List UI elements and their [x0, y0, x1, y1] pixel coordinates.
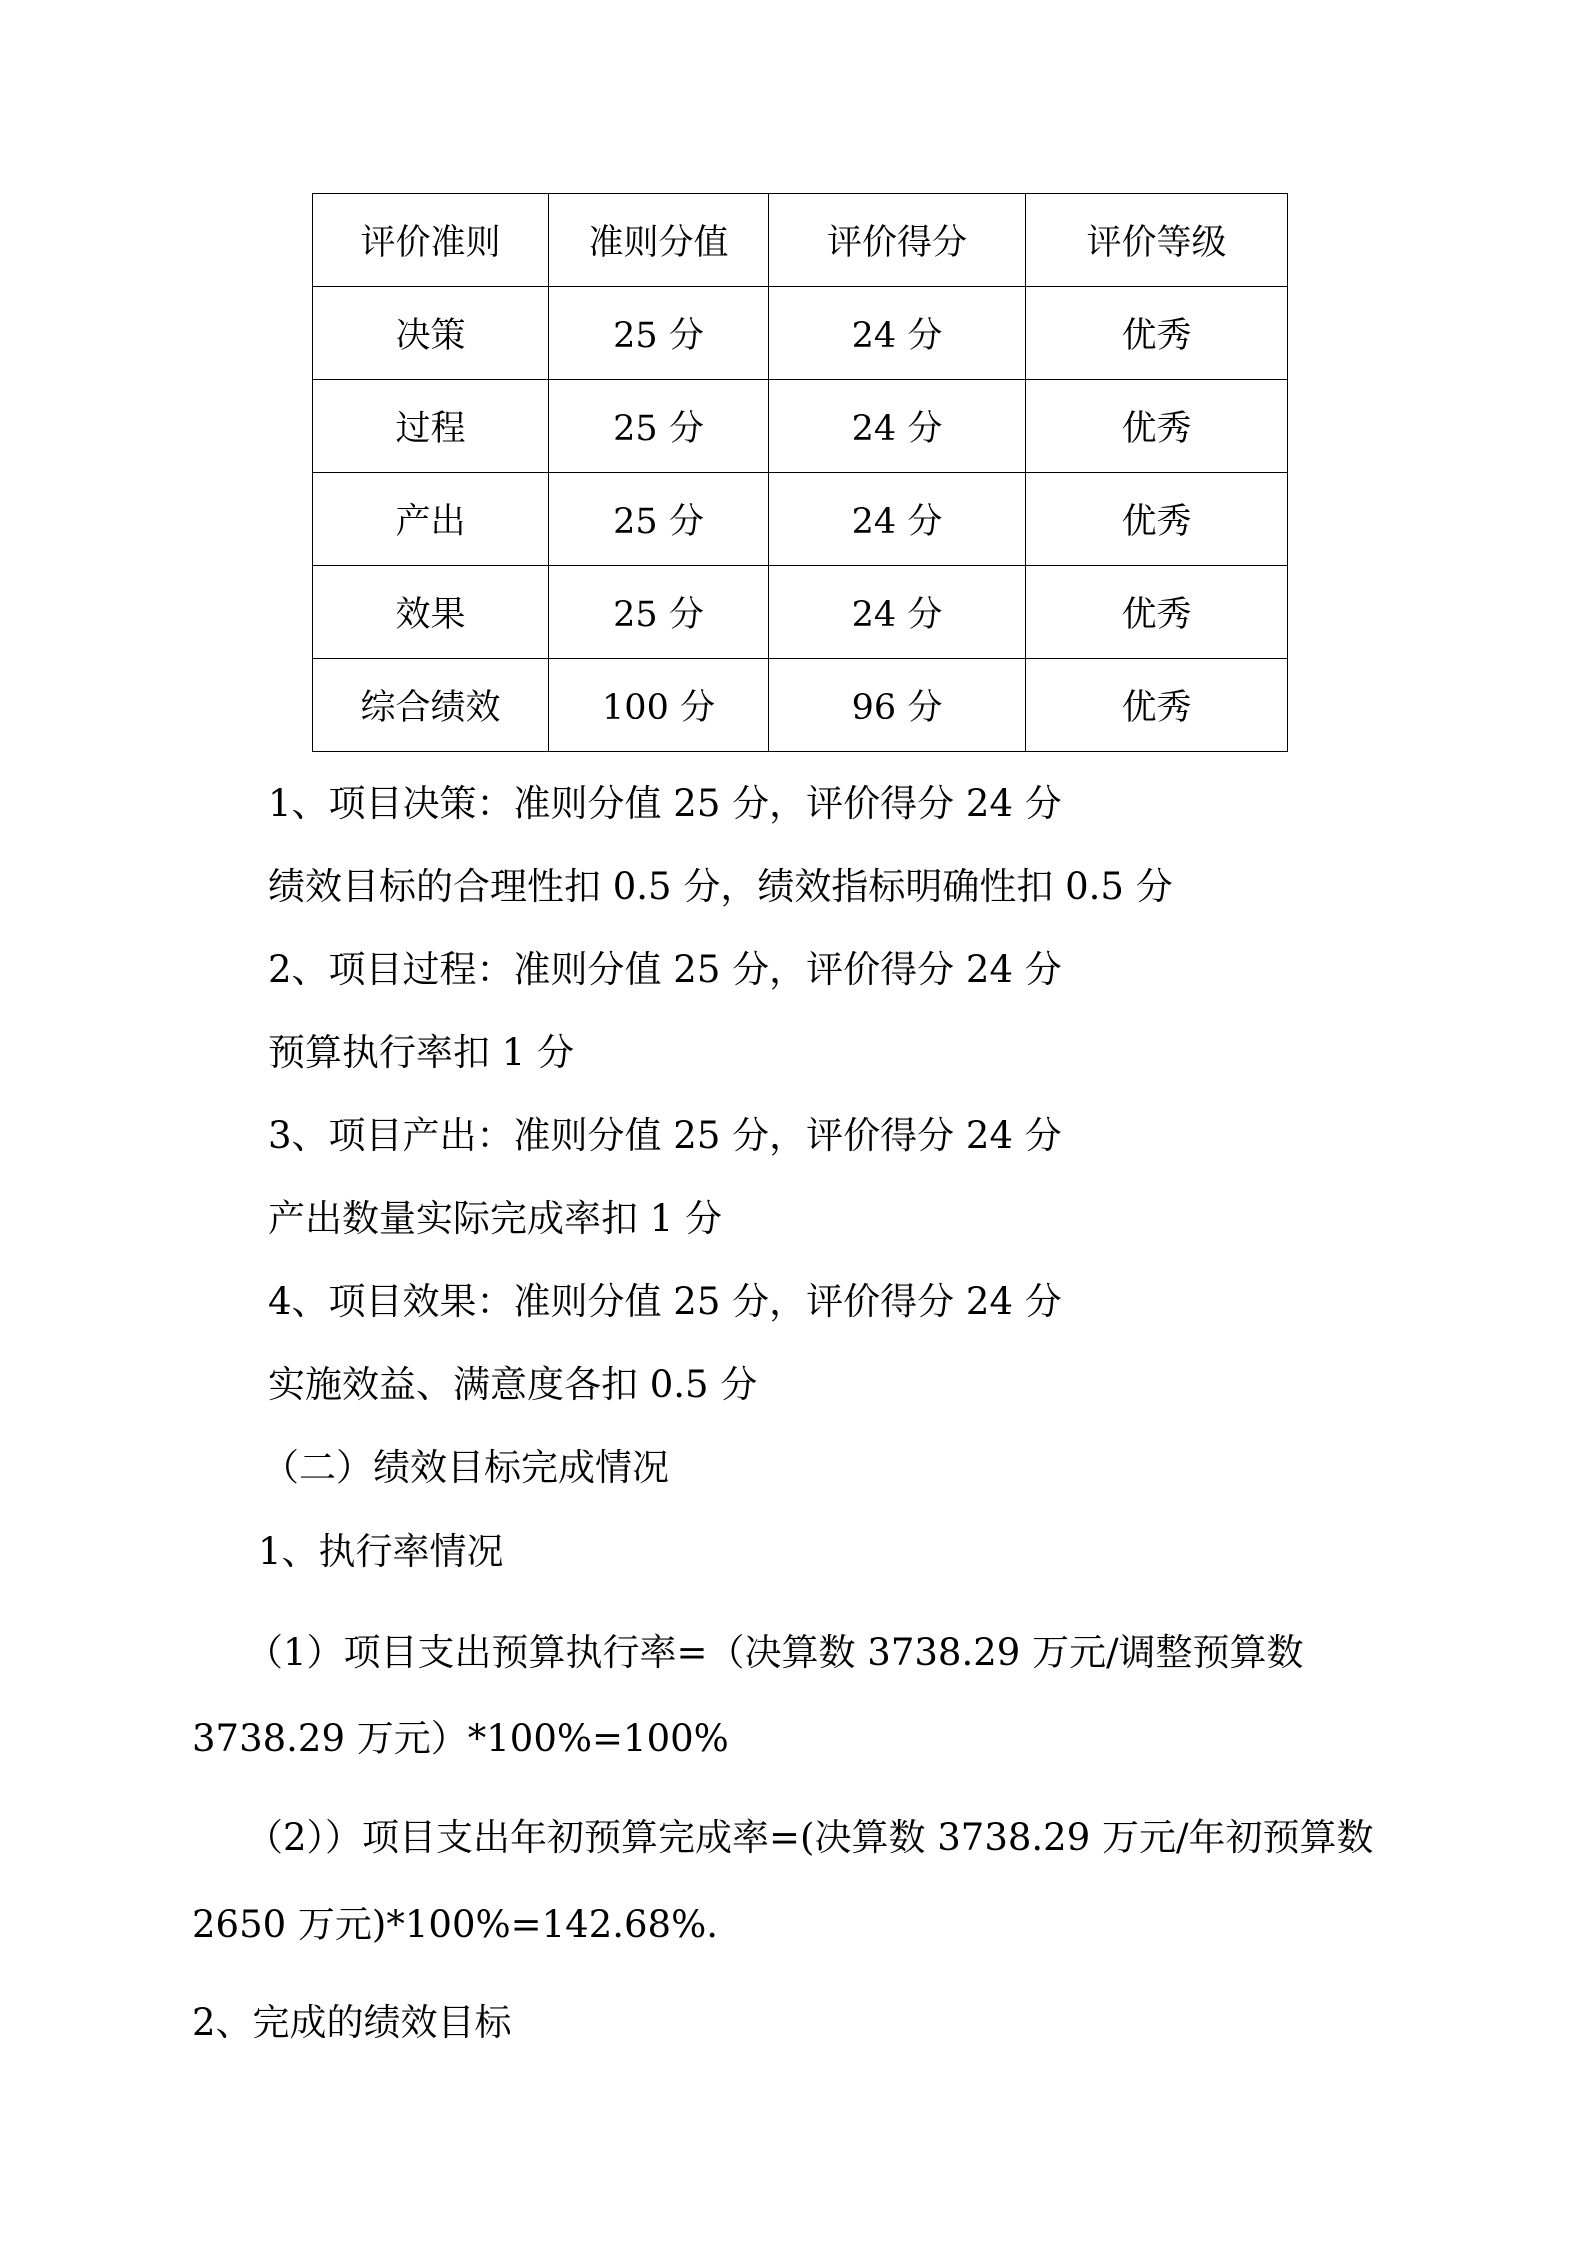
- table-header-cell: 评价准则: [313, 194, 549, 287]
- section-heading-output: 3、项目产出：准则分值 25 分，评价得分 24 分: [268, 1114, 1062, 1157]
- paragraph-line: 实施效益、满意度各扣 0.5 分: [268, 1363, 758, 1406]
- table-cell: 优秀: [1026, 659, 1288, 752]
- paragraph-line: 绩效目标的合理性扣 0.5 分，绩效指标明确性扣 0.5 分: [268, 865, 1173, 908]
- table-row: [313, 473, 1288, 566]
- paragraph-line: 预算执行率扣 1 分: [268, 1031, 575, 1074]
- table-cell: 优秀: [1026, 473, 1288, 566]
- table-cell: 优秀: [1026, 287, 1288, 380]
- table-cell: 24 分: [769, 566, 1026, 659]
- table-cell: 25 分: [549, 287, 769, 380]
- subsection-heading-execution: 1、执行率情况: [258, 1530, 504, 1573]
- table-cell: 过程: [313, 380, 549, 473]
- paragraph-line: 2650 万元)*100%=142.68%.: [192, 1903, 719, 1946]
- section-heading-goals: （二）绩效目标完成情况: [262, 1446, 669, 1489]
- paragraph-line: （1）项目支出预算执行率=（决算数 3738.29 万元/调整预算数: [246, 1631, 1304, 1674]
- table-cell: 24 分: [769, 287, 1026, 380]
- paragraph-line: 产出数量实际完成率扣 1 分: [268, 1197, 723, 1240]
- table-cell: 100 分: [549, 659, 769, 752]
- paragraph-line: （2））项目支出年初预算完成率=(决算数 3738.29 万元/年初预算数: [246, 1816, 1374, 1859]
- table-header-cell: 评价等级: [1026, 194, 1288, 287]
- subsection-heading-completed: 2、完成的绩效目标: [192, 2001, 512, 2044]
- table-cell: 综合绩效: [313, 659, 549, 752]
- table-cell: 25 分: [549, 380, 769, 473]
- table-cell: 优秀: [1026, 380, 1288, 473]
- table-cell: 25 分: [549, 473, 769, 566]
- table-cell: 96 分: [769, 659, 1026, 752]
- section-heading-decision: 1、项目决策：准则分值 25 分，评价得分 24 分: [268, 782, 1062, 825]
- paragraph-line: 3738.29 万元）*100%=100%: [192, 1717, 729, 1760]
- table-cell: 产出: [313, 473, 549, 566]
- section-heading-process: 2、项目过程：准则分值 25 分，评价得分 24 分: [268, 948, 1062, 991]
- table-cell: 24 分: [769, 380, 1026, 473]
- section-heading-effect: 4、项目效果：准则分值 25 分，评价得分 24 分: [268, 1280, 1062, 1323]
- table-header-row: [313, 194, 1288, 287]
- table-cell: 24 分: [769, 473, 1026, 566]
- evaluation-table: [312, 193, 1288, 752]
- table-header-cell: 评价得分: [769, 194, 1026, 287]
- table-row: [313, 287, 1288, 380]
- table-cell: 优秀: [1026, 566, 1288, 659]
- table-cell: 效果: [313, 566, 549, 659]
- table-header-cell: 准则分值: [549, 194, 769, 287]
- table-cell: 25 分: [549, 566, 769, 659]
- table-row: [313, 566, 1288, 659]
- table-row: [313, 380, 1288, 473]
- table-cell: 决策: [313, 287, 549, 380]
- table-row: [313, 659, 1288, 752]
